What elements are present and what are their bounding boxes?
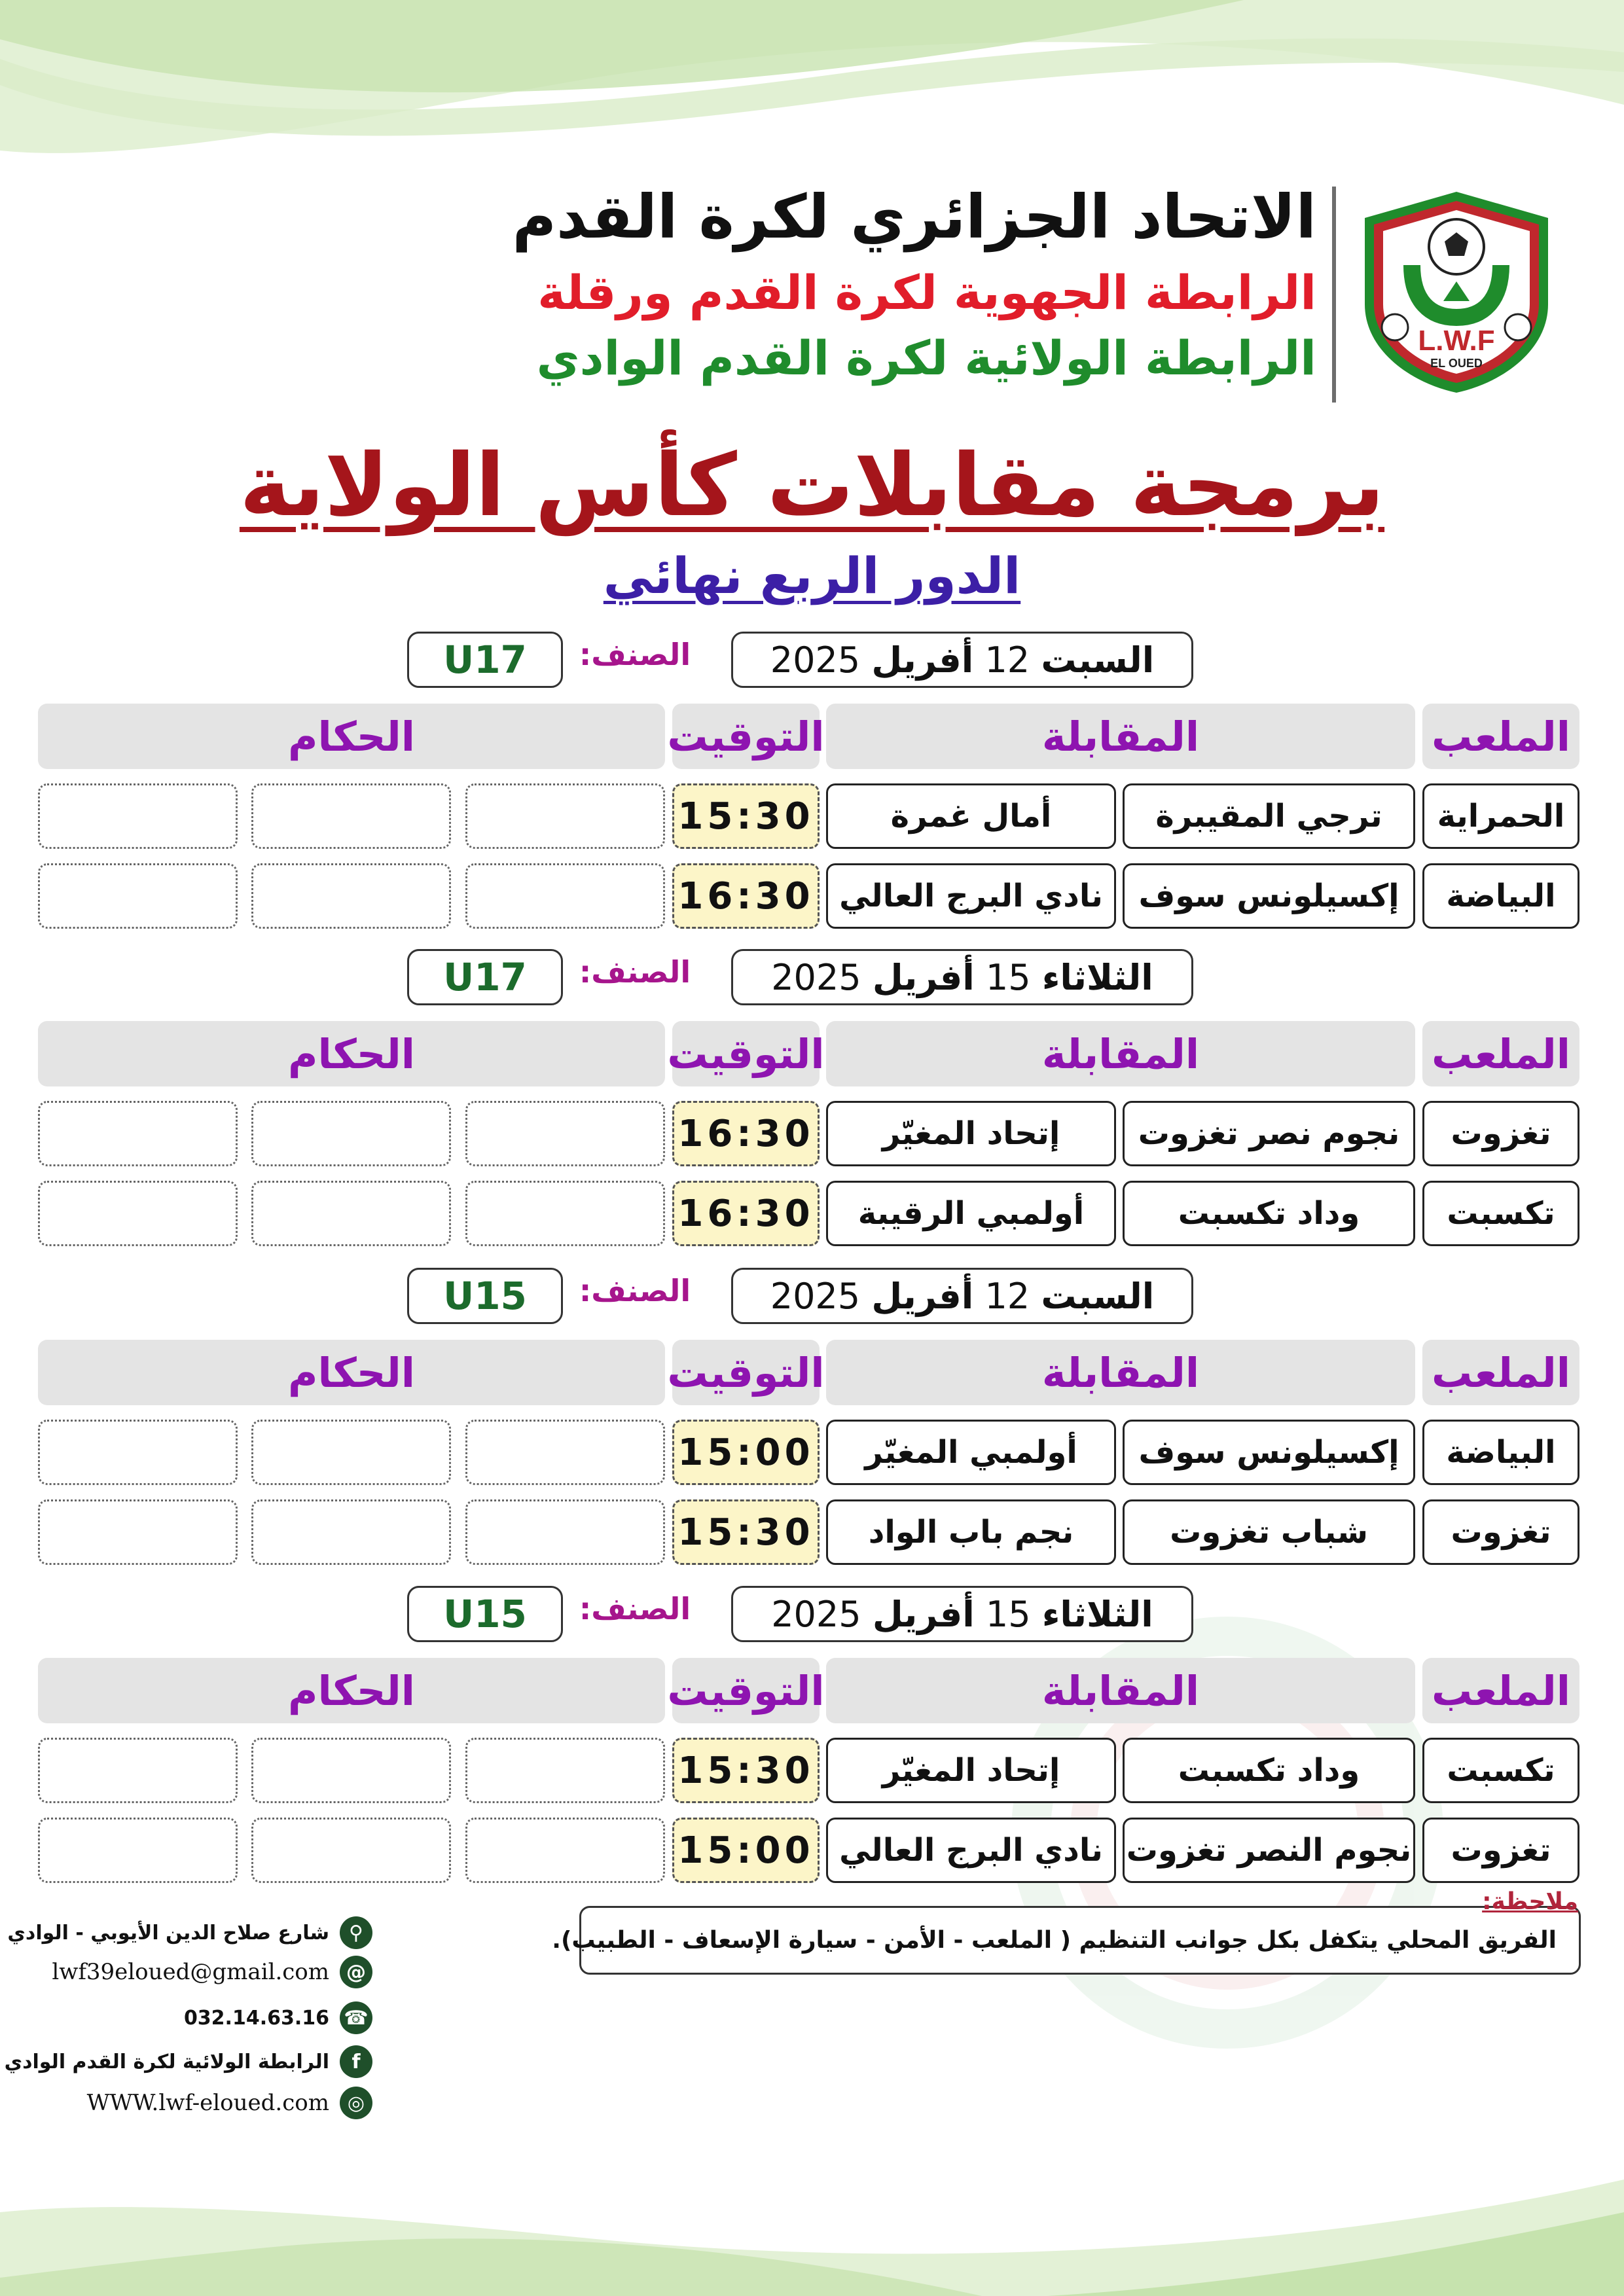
away-team-cell: إتحاد المغيّر	[826, 1101, 1116, 1166]
match-header: المقابلة	[826, 1340, 1415, 1405]
referee-field[interactable]	[38, 1420, 238, 1485]
home-team-cell: وداد تكسبت	[1123, 1181, 1415, 1246]
category-box: U17	[407, 632, 563, 688]
logo-text: L.W.F	[1418, 325, 1495, 357]
stadium-cell: البياضة	[1422, 1420, 1579, 1485]
stadium-cell: تغزوت	[1422, 1499, 1579, 1565]
referee-field[interactable]	[251, 1420, 451, 1485]
home-team-cell: إكسيلونس سوف	[1123, 863, 1415, 929]
note-label: ملاحظة:	[1482, 1888, 1578, 1915]
referee-field[interactable]	[251, 783, 451, 849]
referee-field[interactable]	[38, 1738, 238, 1803]
globe-icon: ◎	[340, 2087, 372, 2119]
away-team-cell: أولمبي المغيّر	[826, 1420, 1116, 1485]
date-box: السبت 12 أفريل 2025	[731, 632, 1193, 688]
stadium-header: الملعب	[1422, 1658, 1579, 1723]
away-team-cell: أولمبي الرقيبة	[826, 1181, 1116, 1246]
stadium-header: الملعب	[1422, 704, 1579, 769]
home-team-cell: وداد تكسبت	[1123, 1738, 1415, 1803]
time-header: التوقيت	[672, 1021, 820, 1086]
contact-fax: ☎ 032.14.63.16	[184, 2001, 372, 2034]
date-box: السبت 12 أفريل 2025	[731, 1268, 1193, 1324]
logo-subtext: EL OUED	[1430, 357, 1483, 370]
referee-field[interactable]	[38, 1181, 238, 1246]
stadium-header: الملعب	[1422, 1340, 1579, 1405]
round-title: الدور الربع نهائي	[603, 547, 1021, 605]
stadium-cell: تغزوت	[1422, 1101, 1579, 1166]
referee-field[interactable]	[465, 1499, 665, 1565]
category-label: الصنف:	[579, 637, 691, 672]
away-team-cell: نادي البرج العالي	[826, 863, 1116, 929]
referees-header: الحكام	[38, 1658, 665, 1723]
away-team-cell: نادي البرج العالي	[826, 1818, 1116, 1883]
stadium-cell: تغزوت	[1422, 1818, 1579, 1883]
referee-field[interactable]	[251, 863, 451, 929]
match-header: المقابلة	[826, 1021, 1415, 1086]
referee-field[interactable]	[465, 1181, 665, 1246]
regional-league-name: الرابطة الجهوية لكرة القدم ورقلة	[537, 265, 1316, 320]
referee-field[interactable]	[251, 1499, 451, 1565]
category-box: U17	[407, 949, 563, 1005]
category-box: U15	[407, 1268, 563, 1324]
referee-field[interactable]	[38, 1499, 238, 1565]
date-box: الثلاثاء 15 أفريل 2025	[731, 1586, 1193, 1642]
note-box	[552, 1906, 1581, 1975]
referee-field[interactable]	[251, 1738, 451, 1803]
stadium-cell: الحمراية	[1422, 783, 1579, 849]
category-label: الصنف:	[579, 954, 691, 990]
referees-header: الحكام	[38, 704, 665, 769]
referee-field[interactable]	[38, 783, 238, 849]
home-team-cell: إكسيلونس سوف	[1123, 1420, 1415, 1485]
referee-field[interactable]	[465, 1818, 665, 1883]
federation-name: الاتحاد الجزائري لكرة القدم	[512, 182, 1316, 252]
time-cell: 15:30	[672, 1738, 820, 1803]
time-cell: 16:30	[672, 863, 820, 929]
referees-header: الحكام	[38, 1021, 665, 1086]
category-label: الصنف:	[579, 1273, 691, 1308]
league-logo	[1352, 187, 1561, 396]
home-team-cell: نجوم النصر تغزوت	[1123, 1818, 1415, 1883]
time-header: التوقيت	[672, 1340, 820, 1405]
referee-field[interactable]	[465, 1420, 665, 1485]
time-cell: 16:30	[672, 1101, 820, 1166]
contact-address: ⚲ شارع صلاح الدين الأيوبي - الوادي	[7, 1916, 372, 1949]
referee-field[interactable]	[465, 1101, 665, 1166]
time-header: التوقيت	[672, 704, 820, 769]
away-team-cell: إتحاد المغيّر	[826, 1738, 1116, 1803]
time-header: التوقيت	[672, 1658, 820, 1723]
match-header: المقابلة	[826, 704, 1415, 769]
page-title: برمجة مقابلات كأس الولاية	[239, 435, 1385, 536]
time-cell: 15:30	[672, 783, 820, 849]
stadium-cell: البياضة	[1422, 863, 1579, 929]
time-cell: 15:00	[672, 1818, 820, 1883]
home-team-cell: ترجي المقيبرة	[1123, 783, 1415, 849]
category-label: الصنف:	[579, 1591, 691, 1626]
header-divider	[1332, 187, 1336, 403]
referee-field[interactable]	[465, 863, 665, 929]
match-header: المقابلة	[826, 1658, 1415, 1723]
contact-facebook[interactable]: f الرابطة الولائية لكرة القدم الوادي	[5, 2045, 372, 2078]
referee-field[interactable]	[251, 1181, 451, 1246]
time-cell: 16:30	[672, 1181, 820, 1246]
stadium-cell: تكسبت	[1422, 1738, 1579, 1803]
away-team-cell: نجم باب الواد	[826, 1499, 1116, 1565]
referees-header: الحكام	[38, 1340, 665, 1405]
wilaya-league-name: الرابطة الولائية لكرة القدم الوادي	[536, 331, 1316, 386]
contact-email[interactable]: @ lwf39eloued@gmail.com	[52, 1956, 372, 1988]
referee-field[interactable]	[38, 1818, 238, 1883]
referee-field[interactable]	[251, 1101, 451, 1166]
home-team-cell: شباب تغزوت	[1123, 1499, 1415, 1565]
facebook-icon: f	[340, 2045, 372, 2078]
referee-field[interactable]	[251, 1818, 451, 1883]
stadium-cell: تكسبت	[1422, 1181, 1579, 1246]
category-box: U15	[407, 1586, 563, 1642]
home-team-cell: نجوم نصر تغزوت	[1123, 1101, 1415, 1166]
fax-icon: ☎	[340, 2001, 372, 2034]
referee-field[interactable]	[38, 1101, 238, 1166]
note-text: الفريق المحلي يتكفل بكل جوانب التنظيم ( الملعب - الأمن - سيارة الإسعاف - الطبيب).	[552, 1927, 1557, 1954]
location-pin-icon: ⚲	[340, 1916, 372, 1949]
date-box: الثلاثاء 15 أفريل 2025	[731, 949, 1193, 1005]
email-icon: @	[340, 1956, 372, 1988]
away-team-cell: أمال غمرة	[826, 783, 1116, 849]
referee-field[interactable]	[465, 1738, 665, 1803]
referee-field[interactable]	[465, 783, 665, 849]
contact-website[interactable]: ◎ WWW.lwf-eloued.com	[87, 2087, 372, 2119]
time-cell: 15:00	[672, 1420, 820, 1485]
referee-field[interactable]	[38, 863, 238, 929]
time-cell: 15:30	[672, 1499, 820, 1565]
stadium-header: الملعب	[1422, 1021, 1579, 1086]
